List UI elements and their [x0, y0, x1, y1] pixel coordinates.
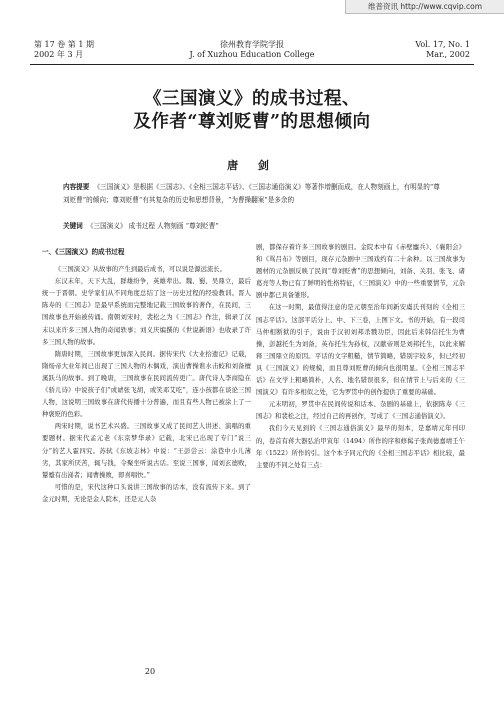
keywords-text: 《三国演义》 成书过程 人物刻画 “尊刘贬曹” [86, 222, 219, 230]
abstract [63, 181, 441, 206]
left-column [42, 242, 251, 506]
paragraph: 可惜的是，宋代这种口头说讲三国故事的话本，没有流传下来。到了金元时期，无论是金人院本，还是元人杂 [42, 483, 251, 503]
journal-title-cn: 徐州教育学院学报 [220, 40, 284, 49]
journal-title-en: J. of Xuzhou Education College [189, 50, 315, 59]
paragraph: 隋唐时期，三国故事更加深入民间。据传宋代《大业拾遗记》记载，隋炀帝大业年间已出现了三国人物的木偶戏，演出曹操谯水击蛟和刘备檀溪跃马的故事。到了晚唐，三国故事在民间流传更广。唐代诗人李商隐在《骄儿诗》中说孩子们“或谑张飞胡，或笑邓艾吃”，连小孩都在谈论三国人物，这说明三国故事在唐代传播十分普遍，而且有些人物已被涂上了一种褒贬的色彩。 [42, 350, 251, 419]
paragraph: 我们今天见到的《三国志通俗演义》最早的刻本，是嘉靖元年刊印的，卷首有蒋大器弘治甲寅年（1494）所作的序和修髯子张尚德嘉靖壬午年（1522）所作的引。这个本子同元代的《全相三国志平话》相比较，最主要的不同之处有三点： [256, 425, 465, 469]
date-line: 2002 年 3 月 [34, 50, 84, 59]
watermark-banner: 维普资讯 http://www.cqvip.com [345, 0, 504, 14]
paragraph: 东汉末年，天下大乱，群雄纷争，英雄辈出。魏、蜀、吴鼎立，最后统一于晋朝。史学家们从不同角度总结了这一历史过程的经验教训。晋人陈寿的《三国志》是最早系统而完整地记载三国故事的著作，在民间，三国故事也开始被传诵。南朝刘宋时，裴松之为《三国志》作注，辑录了汉末以来许多三国人物的奇闻轶事；刘义庆编撰的《世说新语》也收录了许多三国人物的故事。 [42, 278, 251, 346]
abstract-text: 《三国演义》是根据《三国志》、《全相三国志平话》、《三国志通俗演义》等著作增删而成，在人物刻画上，有明显的“尊刘贬曹”的倾向；尊刘贬曹“有其复杂的历史和思想背景，“为曹操翻案”是多余的 [63, 183, 440, 204]
page-number: 20 [144, 667, 156, 676]
article-title [0, 88, 504, 134]
keywords-label: 关键词 [63, 222, 83, 230]
paragraph: 剧，都保存着许多三国故事的剧目。金院本中有《赤壁鏖兵》、《襄阳会》和《骂吕布》等剧目，现存元杂剧中三国戏约有二十余种。以三国故事为题材的元杂剧反映了民间“尊刘贬曹”的思想倾向，刘备、关羽、张飞、诸葛亮等人物已有了鲜明的性格特征，《三国演义》中的一些重要情节，元杂剧中都已具备雏形。 [256, 244, 465, 300]
volume-line: 第 17 卷 第 1 期 [34, 40, 94, 49]
abstract-label: 内容提要 [63, 183, 90, 191]
right-column [256, 242, 465, 472]
title-line-2: 及作者“尊刘贬曹”的思想倾向 [133, 112, 371, 132]
journal-header [34, 40, 470, 70]
section-heading: 一、《三国演义》的成书过程 [42, 248, 125, 256]
header-rule [30, 64, 474, 65]
paragraph: 在这一时期，最值得注意的是元朝至治年间新安虞氏刊刻的《全相三国志平话》。这部平话分上、中、下三卷，上图下文。书的开始，有一段司马仲相断狱的引子，说由于汉初刘邦杀戮功臣，因此后来韩信托生为曹操，彭越托生为刘备，英布托生为孙权，汉献帝则是刘邦托生，以此来解释三国鼎立的原因。平话的文字粗糙，情节简略，错别字较多，但已经初具《三国演义》的规模，而且尊刘贬曹的倾向也很明显。《全相三国志平话》在文学上粗略简朴，人名、地名错误很多，但在情节上与后来的《三国演义》有许多相似之处，它为罗贯中的创作提供了重要的基础。 [256, 304, 465, 397]
date-en-line: Mar., 2002 [426, 50, 470, 59]
paragraph: 两宋时期，说书艺术兴盛。三国故事又成了民间艺人讲述、演唱的重要题材。据宋代孟元老《东京梦华录》记载，北宋已出现了专门“说三分”的艺人霍四究。苏轼《东坡志林》中说：“王彭尝云：涂巷中小儿薄劣，其家所厌苦，辄与钱，令聚坐听说古话。至说三国事，闻刘玄德败，颦蹙有出涕者；闻曹操败，即喜唱快。” [42, 423, 251, 479]
author-name: 唐 剑 [227, 159, 277, 172]
volume-en-line: Vol. 17, No. 1 [415, 40, 470, 49]
keywords [63, 220, 441, 232]
paragraph: 《三国演义》从故事的产生到最后成书，可以说是源远流长。 [54, 266, 226, 274]
volume-issue-en [415, 40, 470, 60]
title-line-1: 《三国演义》的成书过程、 [144, 89, 360, 109]
journal-title [34, 40, 470, 60]
paragraph: 元末明初，罗贯中在民间传说和话本、杂剧的基础上，依据陈寿《三国志》和裴松之注，经过自己的再创作，写成了《三国志通俗演义》。 [256, 401, 465, 421]
